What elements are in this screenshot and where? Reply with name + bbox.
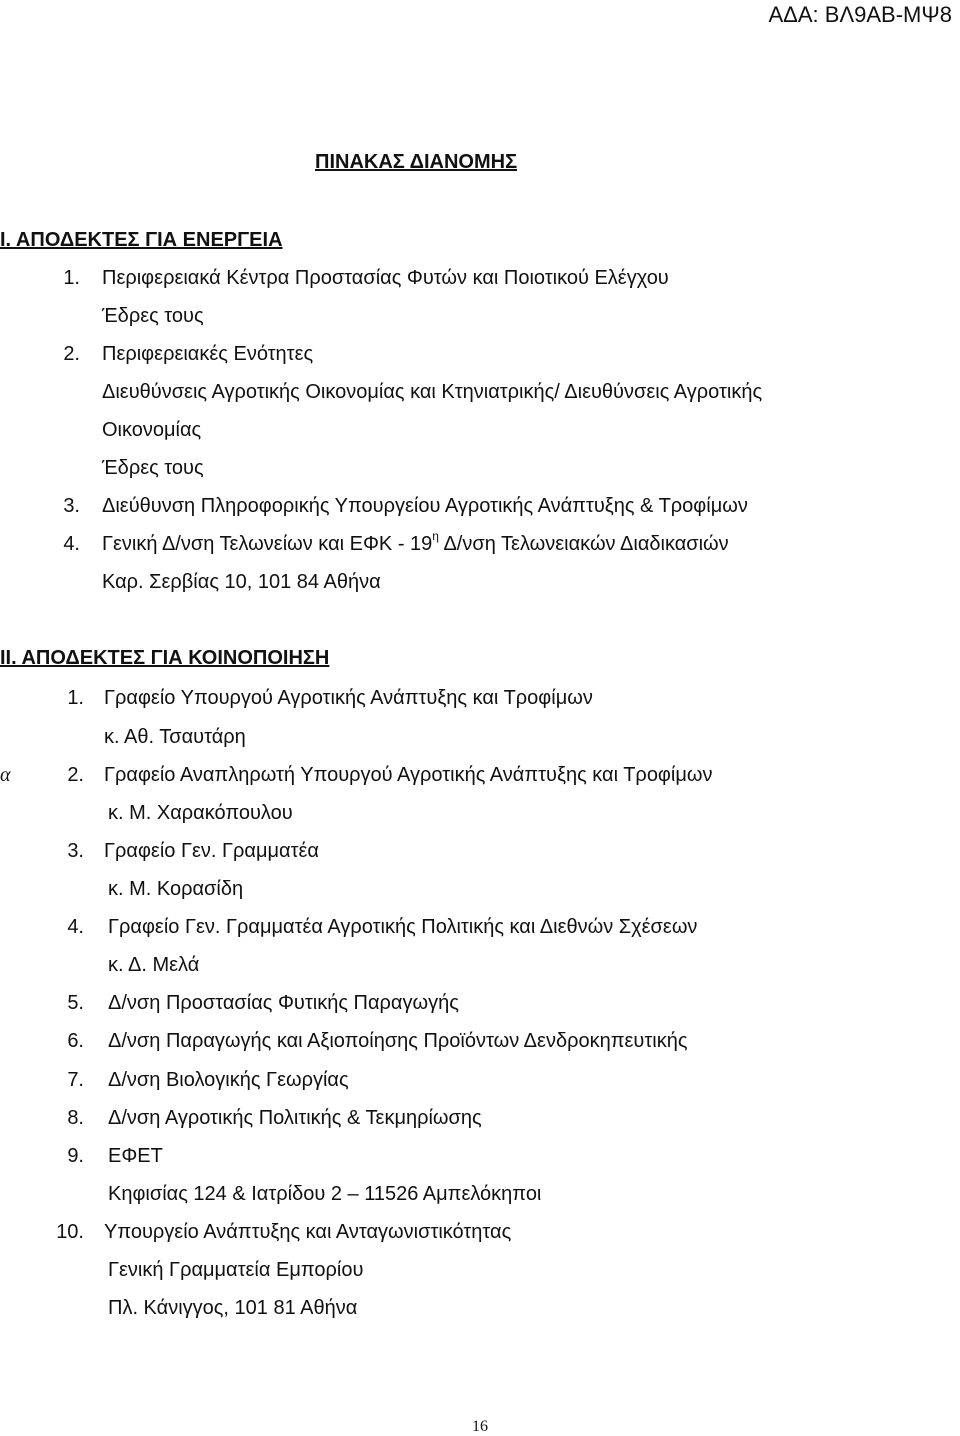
page-number: 16 [472, 1418, 488, 1435]
item-subline: Διευθύνσεις Αγροτικής Οικονομίας και Κτηνιατρικής/ Διευθύνσεις Αγροτικής [102, 381, 763, 403]
item-text: Δ/νση Βιολογικής Γεωργίας [108, 1069, 349, 1091]
item-number: 2. [63, 343, 80, 365]
item-text: Δ/νση Παραγωγής και Αξιοποίησης Προϊόντων Δενδροκηπευτικής [108, 1030, 688, 1052]
item-text: Περιφερειακά Κέντρα Προστασίας Φυτών και Ποιοτικού Ελέγχου [102, 267, 669, 289]
item-number: 1. [63, 267, 80, 289]
item-number: 7. [67, 1069, 84, 1091]
item-number: 5. [67, 992, 84, 1014]
item-subline: Πλ. Κάνιγγος, 101 81 Αθήνα [108, 1297, 358, 1319]
item-number: 9. [67, 1145, 84, 1167]
item-number: 4. [63, 533, 80, 555]
item-text: Διεύθυνση Πληροφορικής Υπουργείου Αγροτικής Ανάπτυξης & Τροφίμων [102, 495, 748, 517]
item-subline: κ. Δ. Μελά [108, 954, 200, 976]
item-text: Υπουργείο Ανάπτυξης και Ανταγωνιστικότητας [104, 1221, 512, 1243]
section-2-heading: ΙΙ. ΑΠΟΔΕΚΤΕΣ ΓΙΑ ΚΟΙΝΟΠΟΙΗΣΗ [0, 647, 330, 669]
item-text: Γενική Δ/νση Τελωνείων και ΕΦΚ - $19^\eta$ Δ/νση Τελωνειακών Διαδικασιών [102, 529, 729, 555]
item-subline: κ. Αθ. Τσαυτάρη [104, 726, 246, 748]
item-subline: Έδρες τους [102, 457, 204, 479]
item-subline: Οικονομίας [102, 419, 202, 441]
item-subline: Έδρες τους [102, 305, 204, 327]
item-subline: κ. Μ. Χαρακόπουλου [108, 802, 293, 824]
document-title: ΠΙΝΑΚΑΣ ΔΙΑΝΟΜΗΣ [315, 151, 518, 173]
item-text: Γραφείο Γεν. Γραμματέα [104, 840, 319, 862]
item-text: Γραφείο Υπουργού Αγροτικής Ανάπτυξης και Τροφίμων [104, 687, 593, 709]
item-text: Δ/νση Προστασίας Φυτικής Παραγωγής [108, 992, 459, 1014]
item-subline: κ. Μ. Κορασίδη [108, 878, 244, 900]
item-number: 1. [67, 687, 84, 709]
item-number: 8. [67, 1107, 84, 1129]
section-1-heading: Ι. ΑΠΟΔΕΚΤΕΣ ΓΙΑ ΕΝΕΡΓΕΙΑ [0, 229, 283, 251]
item-text: Γραφείο Αναπληρωτή Υπουργού Αγροτικής Ανάπτυξης και Τροφίμων [104, 764, 713, 786]
item-text: ΕΦΕΤ [108, 1145, 163, 1167]
item-text: Γραφείο Γεν. Γραμματέα Αγροτικής Πολιτικής και Διεθνών Σχέσεων [108, 916, 698, 938]
item-number: 2. [67, 764, 84, 786]
item-number: 3. [63, 495, 80, 517]
item-number: 4. [67, 916, 84, 938]
item-subline: Καρ. Σερβίας 10, 101 84 Αθήνα [102, 571, 381, 593]
stray-character: α [0, 764, 11, 786]
item-number: 6. [67, 1030, 84, 1052]
item-number: 3. [67, 840, 84, 862]
item-text: Δ/νση Αγροτικής Πολιτικής & Τεκμηρίωσης [108, 1107, 482, 1129]
item-subline: Γενική Γραμματεία Εμπορίου [108, 1259, 364, 1281]
item-subline: Κηφισίας 124 & Ιατρίδου 2 – 11526 Αμπελόκηποι [108, 1183, 542, 1205]
item-text: Περιφερειακές Ενότητες [102, 343, 314, 365]
ada-code: ΑΔΑ: ΒΛ9ΑΒ-ΜΨ8 [768, 2, 952, 27]
item-number: 10. [56, 1221, 84, 1243]
